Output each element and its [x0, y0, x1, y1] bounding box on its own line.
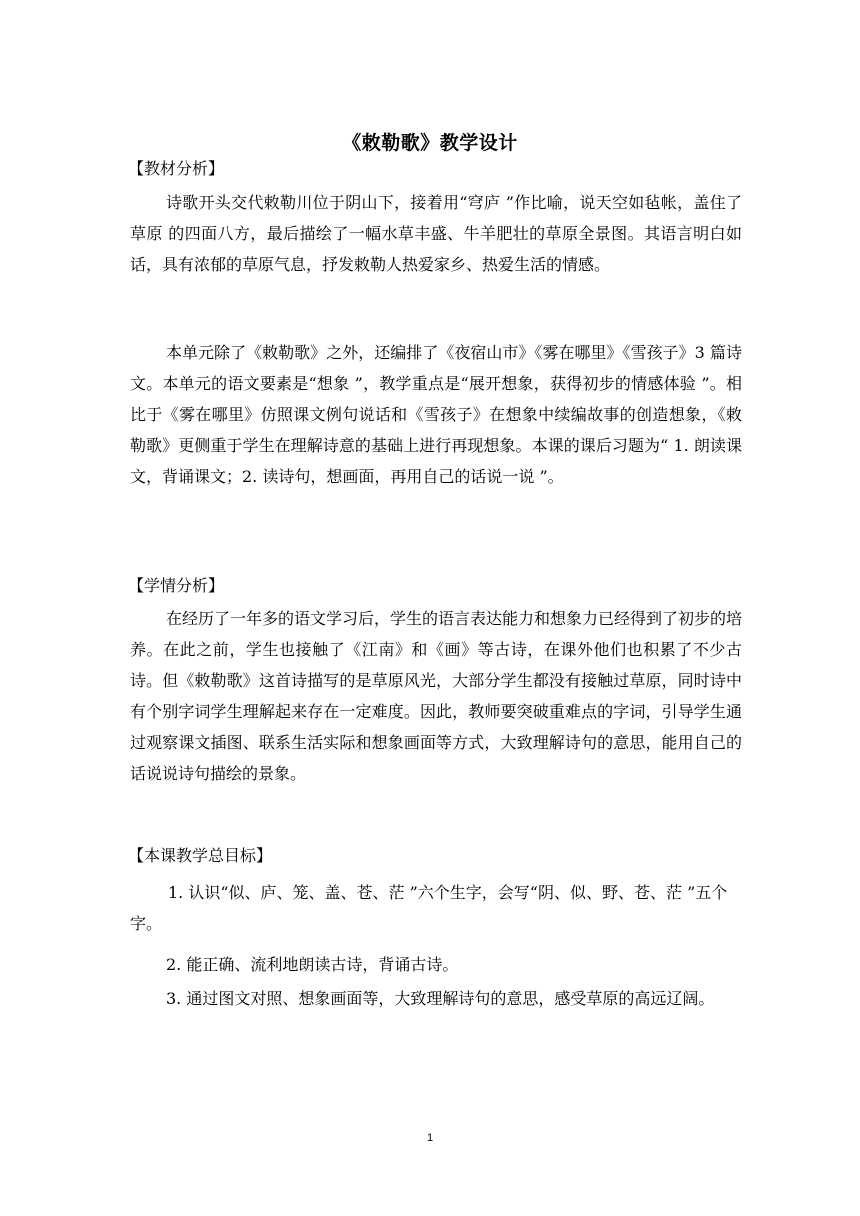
- section-heading-students: 【学情分析】: [128, 576, 225, 595]
- goal-item-1: 1. 认识“似、庐、笼、盖、苍、茫 ”六个生字，会写“阴、似、野、苍、茫 ”五个字。: [130, 883, 728, 933]
- paragraph-students-1: 在经历了一年多的语文学习后，学生的语言表达能力和想象力已经得到了初步的培养。在此之前，学生也接触了《江南》和《画》等古诗，在课外他们也积累了不少古诗。但《敕勒歌》这首诗描写的是草原风光，大部分学生都没有接触过草原，同时诗中有个别字词学生理解起来存在一定难度。因此，教师要突破重难点的字词，引导学生通过观察课文插图、联系生活实际和想象画面等方式，大致理解诗句的意思，能用自己的话说说诗句描绘的景象。: [130, 609, 743, 783]
- goal-item-2: 2. 能正确、流利地朗读古诗，背诵古诗。: [166, 955, 459, 974]
- document-title: 《敕勒歌》教学设计: [342, 132, 518, 154]
- section-heading-materials: 【教材分析】: [128, 159, 225, 178]
- paragraph-materials-2: 本单元除了《敕勒歌》之外，还编排了《夜宿山市》《雾在哪里》《雪孩子》3 篇诗文。本单元的语文要素是“想象 ”，教学重点是“展开想象，获得初步的情感体验 ”。相比于《雾在哪里》仿照课文例句说话和《雪孩子》在想象中续编故事的创造想象，《敕勒歌》更侧重于学生在理解诗意的基础上进行再现想象。本课的课后习题为“ 1. 朗读课文，背诵课文；2. 读诗句，想画面，再用自己的话说一说 ”。: [130, 343, 742, 486]
- paragraph-materials-1: 诗歌开头交代敕勒川位于阴山下，接着用“穹庐 ”作比喻，说天空如毡帐，盖住了草原 的四面八方，最后描绘了一幅水草丰盛、牛羊肥壮的草原全景图。其语言明白如话，具有浓郁的草原气息，抒发敕勒人热爱家乡、热爱生活的情感。: [130, 193, 742, 274]
- section-heading-goals: 【本课教学总目标】: [128, 846, 273, 865]
- goal-item-3: 3. 通过图文对照、想象画面等，大致理解诗句的意思，感受草原的高远辽阔。: [166, 989, 715, 1008]
- page-number: 1: [426, 1132, 434, 1144]
